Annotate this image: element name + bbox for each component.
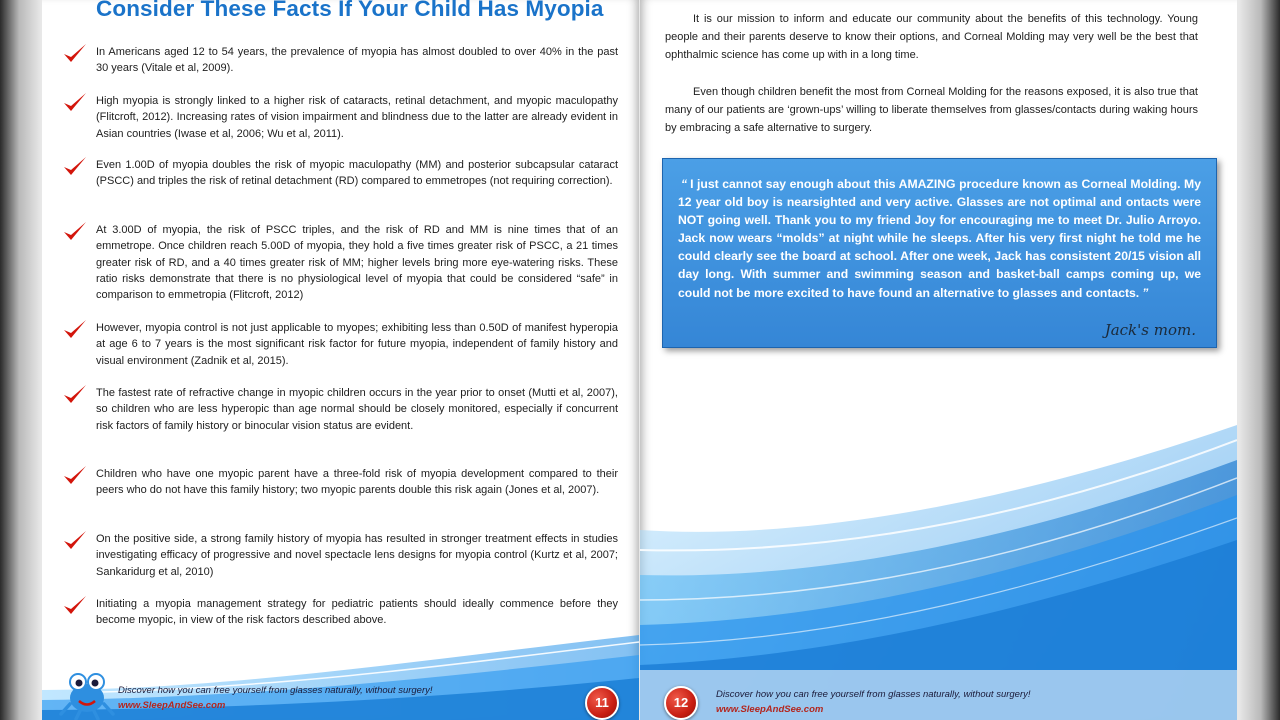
fact-item bbox=[62, 531, 618, 580]
fact-text: High myopia is strongly linked to a higher risk of cataracts, retinal detachment, and myopic maculopathy (Flitcroft, 2012). Increasing rates of vision impairment and blindness due to the latter are already evident in Asian countries (Iwase et al, 2006; Wu et al, 2011). bbox=[96, 95, 618, 140]
testimonial-box bbox=[662, 158, 1217, 348]
checkmark-icon bbox=[62, 318, 88, 342]
footer-url[interactable]: www.SleepAndSee.com bbox=[716, 704, 824, 715]
checkmark-icon bbox=[62, 155, 88, 179]
fact-text: On the positive side, a strong family history of myopia has resulted in stronger treatment effects in studies investigating efficacy of progressive and novel spectacle lens designs for myopia control (Kurtz et al, 2007; Sankaridurg et al, 2010) bbox=[96, 533, 618, 578]
fact-text: In Americans aged 12 to 54 years, the prevalence of myopia has almost doubled to over 40% in the past 30 years (Vitale et al, 2009). bbox=[96, 46, 618, 75]
fact-text: Even 1.00D of myopia doubles the risk of myopic maculopathy (MM) and posterior subcapsular cataract (PSCC) and triples the risk of retinal detachment (RD) compared to emmetropes (not requiring correction). bbox=[96, 159, 618, 188]
page-title: Consider These Facts If Your Child Has Myopia bbox=[96, 0, 604, 21]
checkmark-icon bbox=[62, 220, 88, 244]
fact-item bbox=[62, 93, 618, 142]
fact-text: However, myopia control is not just applicable to myopes; exhibiting less than 0.50D of manifest hyperopia at age 6 to 7 years is the most significant risk factor for future myopia, independent of family history and visual environment (Zadnik et al, 2015). bbox=[96, 322, 618, 367]
fact-text: Initiating a myopia management strategy for pediatric patients should ideally commence before they become myopic, in view of the risk factors described above. bbox=[96, 598, 618, 627]
footer-url[interactable]: www.SleepAndSee.com bbox=[118, 700, 226, 711]
quote-close-mark: ” bbox=[1142, 285, 1149, 300]
checkmark-icon bbox=[62, 529, 88, 553]
body-paragraph: It is our mission to inform and educate our community about the benefits of this technology. Young people and their parents deserve to know their options, and Corneal Molding may very well be the best that ophthalmic science has come up with in a long time. bbox=[665, 13, 1198, 61]
testimonial-text: “ I just cannot say enough about this AMAZING procedure known as Corneal Molding. My 12 year old boy is nearsighted and very active. Glasses are not optimal and ontacts were NOT going well. Thank you to my friend Joy for encouraging me to meet Dr. Julio Arroyo. Jack now wears “molds” at night while he sleeps. After his very first night he told me he could clearly see the board at school. After one week, Jack has consistent 20/15 vision all day long. With summer and swimming season and basket-ball camps coming up, we could not be more excited to have found an alternative to glasses and contacts. ” bbox=[678, 177, 1201, 300]
fact-item bbox=[62, 466, 618, 499]
checkmark-icon bbox=[62, 464, 88, 488]
testimonial-signature: Jack's mom. bbox=[1104, 321, 1196, 339]
fact-item bbox=[62, 157, 618, 190]
fact-text: Children who have one myopic parent have a three-fold risk of myopia development compared to their peers who do not have this family history; two myopic parents double this risk again (Jones et al, 2007). bbox=[96, 468, 618, 497]
fact-text: The fastest rate of refractive change in myopic children occurs in the year prior to onset (Mutti et al, 2007), so children who are less hyperopic than age normal should be closely monitored, especially if concurrent risk factors of family history or binocular vision status are evident. bbox=[96, 387, 618, 432]
checkmark-icon bbox=[62, 594, 88, 618]
blue-wave-decoration bbox=[640, 400, 1237, 720]
footer-tagline: Discover how you can free yourself from glasses naturally, without surgery! bbox=[118, 685, 433, 696]
checkmark-icon bbox=[62, 91, 88, 115]
page-number: 12 bbox=[664, 686, 698, 720]
fact-item bbox=[62, 320, 618, 369]
fact-text: At 3.00D of myopia, the risk of PSCC triples, and the risk of RD and MM is nine times that of an emmetrope. Once children reach 5.00D of myopia, they hold a five times greater risk of PSCC, a 21 times greater risk of RD, and a 40 times greater risk of MM; higher levels bring more eye-watering risks. These ratio risks demonstrate that there is no physiological level of myopia that could be considered “safe” in comparison to emmetropia (Flitcroft, 2012) bbox=[96, 224, 618, 302]
checkmark-icon bbox=[62, 42, 88, 66]
frog-logo-icon bbox=[58, 668, 116, 720]
fact-item bbox=[62, 222, 618, 303]
right-page bbox=[640, 0, 1237, 720]
quote-open-mark: “ bbox=[681, 177, 688, 191]
fact-item bbox=[62, 44, 618, 77]
fact-item bbox=[62, 385, 618, 434]
footer-tagline: Discover how you can free yourself from glasses naturally, without surgery! bbox=[716, 689, 1031, 700]
page-number: 11 bbox=[585, 686, 619, 720]
body-paragraph: Even though children benefit the most from Corneal Molding for the reasons exposed, it is also true that many of our patients are ‘grown-ups’ willing to liberate themselves from glasses/contacts during waking hours by embracing a safe alternative to surgery. bbox=[665, 86, 1198, 134]
left-page bbox=[42, 0, 639, 720]
checkmark-icon bbox=[62, 383, 88, 407]
